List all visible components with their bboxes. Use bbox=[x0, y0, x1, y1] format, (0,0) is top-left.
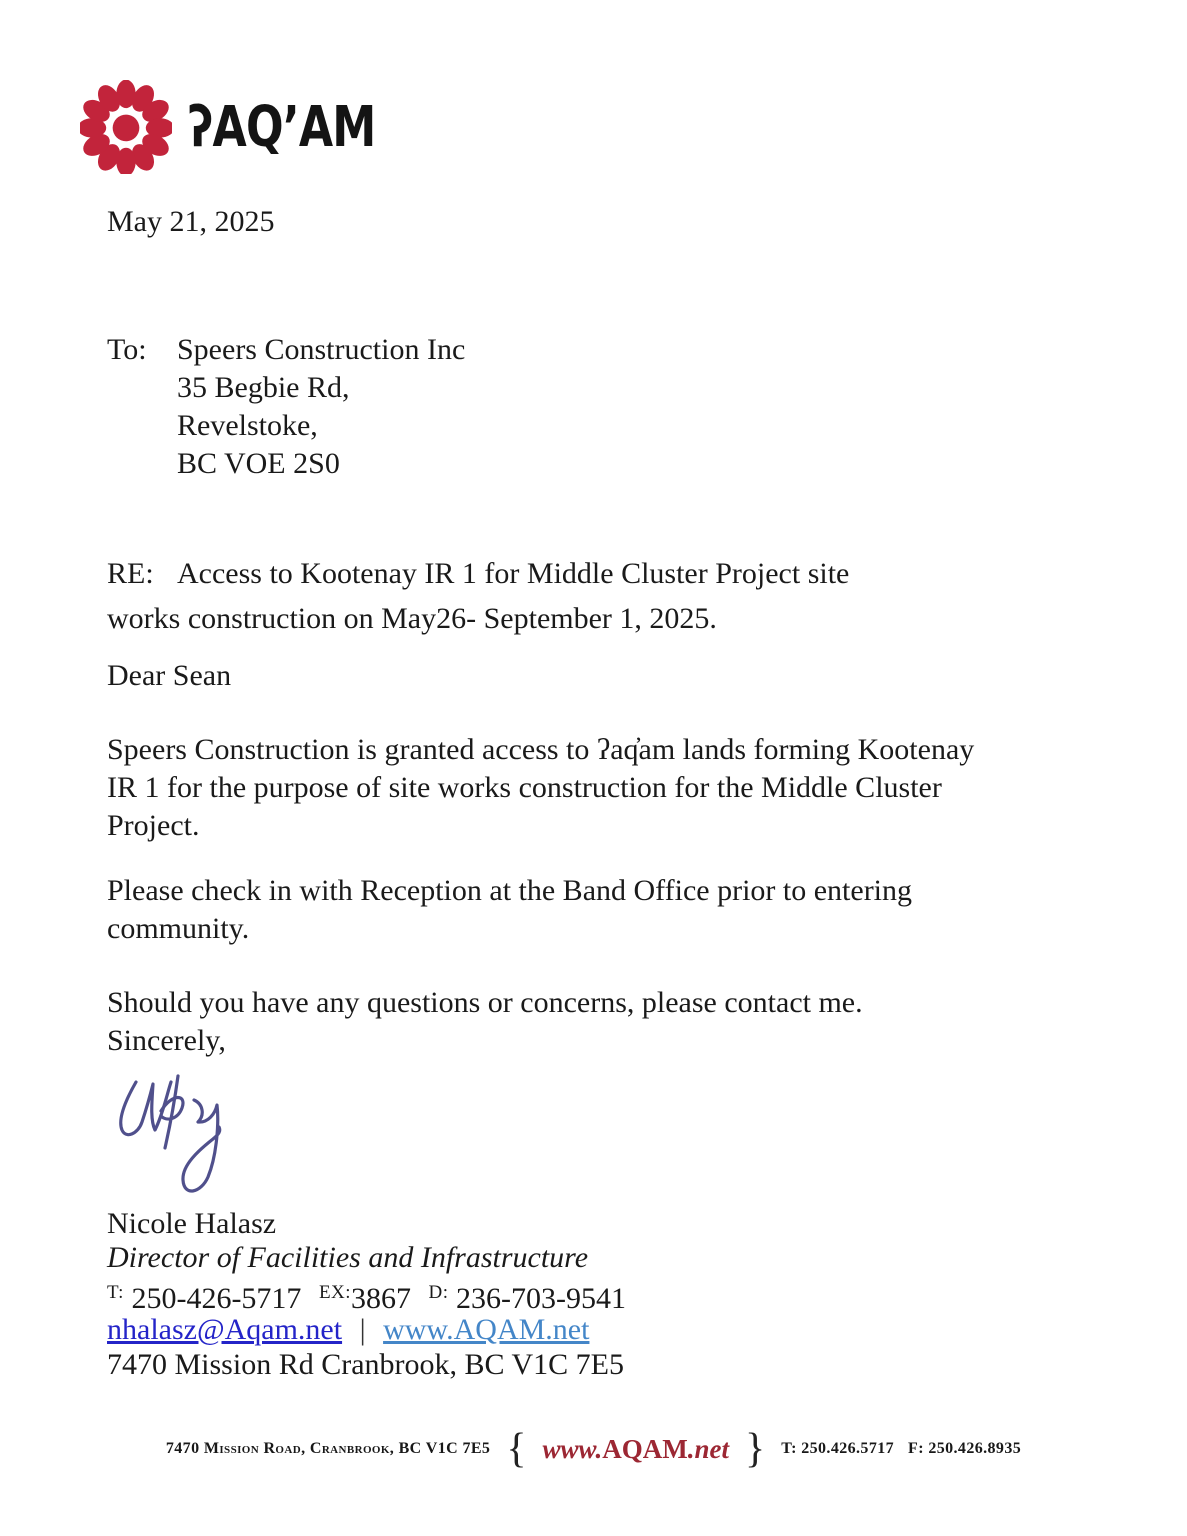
sender-links-line bbox=[107, 1312, 589, 1348]
extension-label: EX: bbox=[318, 1282, 352, 1303]
paragraph-line: Should you have any questions or concerns, please contact me. bbox=[107, 986, 863, 1019]
footer-address: 7470 Mission Road, Cranbrook, BC V1C 7E5 bbox=[165, 1440, 491, 1457]
brand-wordmark: ʔAQʼAM bbox=[188, 95, 376, 160]
aqam-flower-icon bbox=[80, 80, 172, 174]
direct-label: D: bbox=[428, 1282, 449, 1303]
body-paragraph-closing bbox=[107, 984, 863, 1060]
website-link[interactable]: www.AQAM.net bbox=[383, 1313, 590, 1346]
paragraph-line: community. bbox=[107, 912, 250, 945]
recipient-city: Revelstoke, bbox=[177, 409, 318, 442]
footer-phone: T: 250.426.5717 bbox=[781, 1440, 895, 1457]
recipient-postal: BC VOE 2S0 bbox=[177, 447, 340, 480]
phone-number: 250-426-5717 bbox=[131, 1282, 302, 1315]
footer-brace-right: } bbox=[745, 1426, 766, 1472]
re-label: RE: bbox=[107, 557, 154, 590]
to-label: To: bbox=[107, 333, 147, 366]
letter-date: May 21, 2025 bbox=[107, 205, 275, 238]
paragraph-line: Sincerely, bbox=[107, 1024, 226, 1057]
sender-address: 7470 Mission Rd Cranbrook, BC V1C 7E5 bbox=[107, 1348, 624, 1381]
paragraph-line: IR 1 for the purpose of site works construction for the Middle Cluster bbox=[107, 771, 942, 804]
re-subject-line1: Access to Kootenay IR 1 for Middle Cluster Project site bbox=[177, 557, 850, 590]
phone-label: T: bbox=[107, 1282, 124, 1303]
footer-fax: F: 250.426.8935 bbox=[908, 1440, 1022, 1457]
paragraph-line: Please check in with Reception at the Band Office prior to entering bbox=[107, 874, 913, 907]
sender-phone-line bbox=[107, 1275, 626, 1317]
re-subject-block bbox=[107, 551, 849, 641]
recipient-street: 35 Begbie Rd, bbox=[177, 371, 350, 404]
sender-name: Nicole Halasz bbox=[107, 1207, 277, 1240]
paragraph-line: Speers Construction is granted access to ʔaq̓am lands forming Kootenay bbox=[107, 733, 975, 766]
body-paragraph-access bbox=[107, 731, 974, 845]
extension-number: 3867 bbox=[351, 1282, 412, 1315]
direct-number: 236-703-9541 bbox=[456, 1282, 627, 1315]
footer-website-suffix: .net bbox=[687, 1433, 730, 1464]
recipient-name: Speers Construction Inc bbox=[177, 333, 466, 366]
footer-website-brand: AQAM bbox=[602, 1433, 688, 1464]
link-separator: | bbox=[359, 1313, 366, 1346]
recipient-block bbox=[107, 331, 465, 483]
footer-website-prefix: www. bbox=[542, 1433, 603, 1464]
body-paragraph-checkin bbox=[107, 872, 912, 948]
footer-brace-left: { bbox=[506, 1426, 527, 1472]
letterhead-footer bbox=[0, 1428, 1187, 1470]
salutation: Dear Sean bbox=[107, 659, 232, 692]
sender-title: Director of Facilities and Infrastructure bbox=[107, 1241, 589, 1274]
re-subject-line2: works construction on May26- September 1, 2025. bbox=[107, 602, 717, 635]
email-link[interactable]: nhalasz@Aqam.net bbox=[107, 1313, 343, 1346]
footer-website bbox=[543, 1434, 730, 1465]
paragraph-line: Project. bbox=[107, 809, 200, 842]
handwritten-signature bbox=[112, 1070, 322, 1210]
letterhead-logo bbox=[80, 80, 425, 174]
